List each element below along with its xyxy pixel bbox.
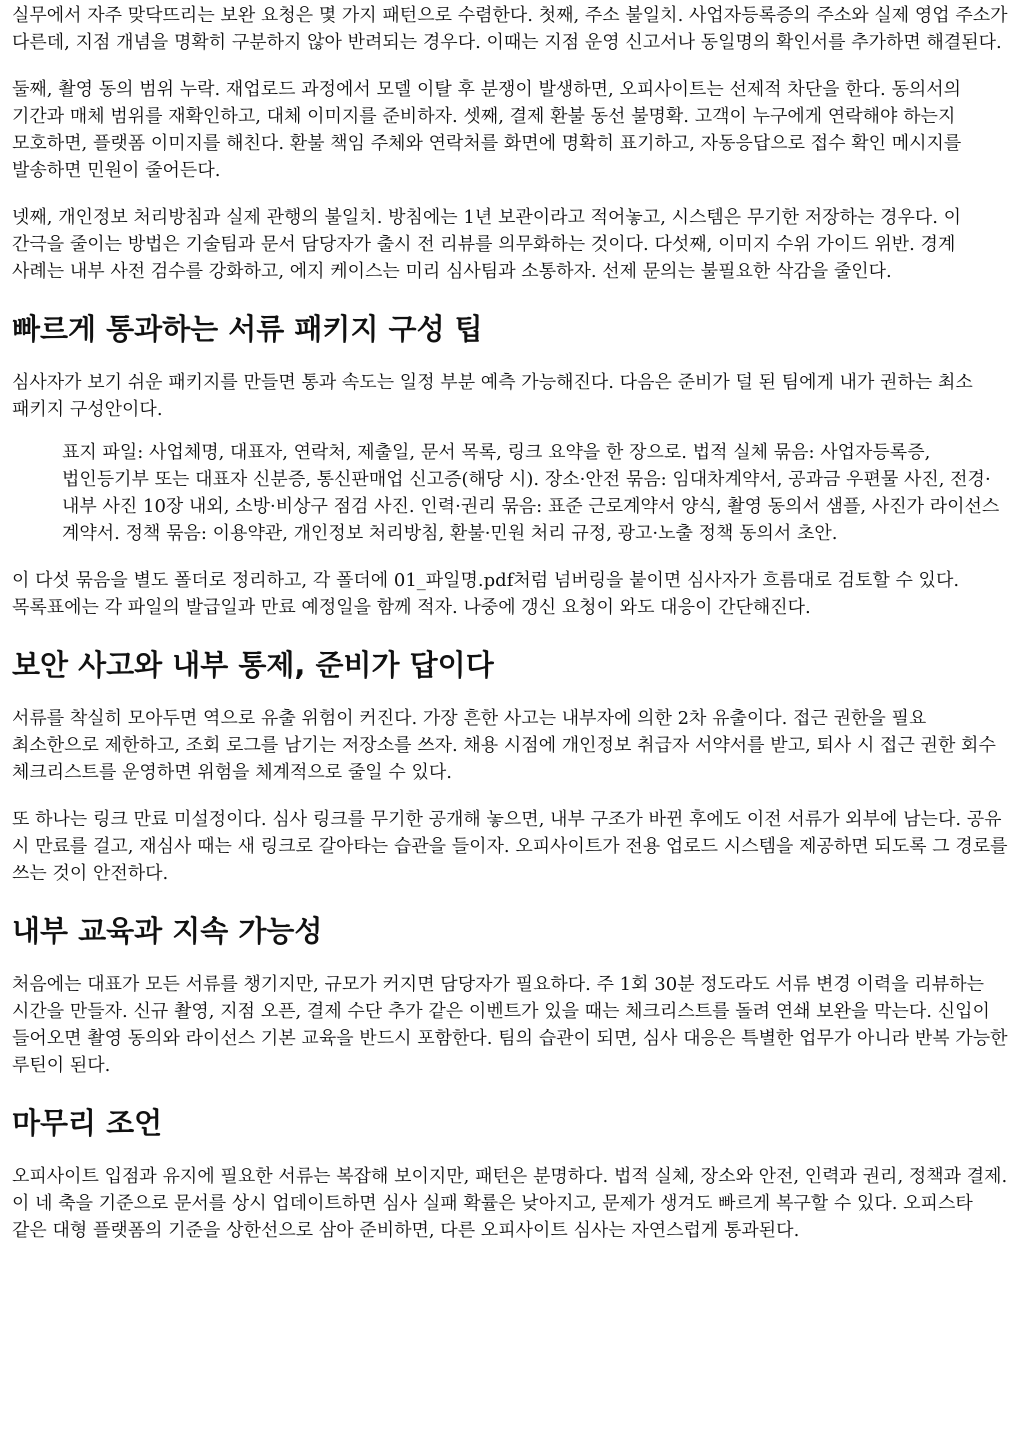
security-paragraph-2: 또 하나는 링크 만료 미설정이다. 심사 링크를 무기한 공개해 놓으면, 내부 구조가 바뀐 후에도 이전 서류가 외부에 남는다. 공유 시 만료를 걸고, 재심사 때는 새 링크로 갈아타는 습관을 들이자. 오피사이트가 전용 업로드 시스템을 제공하면 되도록 그 경로를 쓰는 것이 안전하다. xyxy=(12,809,1008,884)
package-tips-paragraph-2: 이 다섯 묶음을 별도 폴더로 정리하고, 각 폴더에 01_파일명.pdf처럼 넘버링을 붙이면 심사자가 흐름대로 검토할 수 있다. 목록표에는 각 파일의 발급일과 만료 예정일을 함께 적자. 나중에 갱신 요청이 와도 대응이 간단해진다. xyxy=(12,570,960,618)
section-heading-training: 내부 교육과 지속 가능성 xyxy=(12,914,323,948)
section-heading-package-tips: 빠르게 통과하는 서류 패키지 구성 팁 xyxy=(12,312,483,346)
section-heading-closing: 마무리 조언 xyxy=(12,1106,163,1140)
intro-paragraph-1: 실무에서 자주 맞닥뜨리는 보완 요청은 몇 가지 패턴으로 수렴한다. 첫째, 주소 불일치. 사업자등록증의 주소와 실제 영업 주소가 다른데, 지점 개념을 명확히 구분하지 않아 반려되는 경우다. 이때는 지점 운영 신고서나 동일명의 확인서를 추가하면 해결된다. xyxy=(12,5,1008,53)
intro-paragraph-3: 넷째, 개인정보 처리방침과 실제 관행의 불일치. 방침에는 1년 보관이라고 적어놓고, 시스템은 무기한 저장하는 경우다. 이 간극을 줄이는 방법은 기술팀과 문서 담당자가 출시 전 리뷰를 의무화하는 것이다. 다섯째, 이미지 수위 가이드 위반. 경계 사례는 내부 사전 검수를 강화하고, 에지 케이스는 미리 심사팀과 소통하자. 선제 문의는 불필요한 삭감을 줄인다. xyxy=(12,207,962,282)
package-tips-blockquote xyxy=(62,439,1012,547)
section-heading-security: 보안 사고와 내부 통제, 준비가 답이다 xyxy=(12,648,494,682)
security-paragraph-1: 서류를 착실히 모아두면 역으로 유출 위험이 커진다. 가장 흔한 사고는 내부자에 의한 2차 유출이다. 접근 권한을 필요 최소한으로 제한하고, 조회 로그를 남기는 저장소를 쓰자. 채용 시점에 개인정보 취급자 서약서를 받고, 퇴사 시 접근 권한 회수 체크리스트를 운영하면 위험을 체계적으로 줄일 수 있다. xyxy=(12,708,996,783)
package-tips-paragraph-1: 심사자가 보기 쉬운 패키지를 만들면 통과 속도는 일정 부분 예측 가능해진다. 다음은 준비가 덜 된 팀에게 내가 권하는 최소 패키지 구성안이다. xyxy=(12,372,973,420)
closing-paragraph-1: 오피사이트 입점과 유지에 필요한 서류는 복잡해 보이지만, 패턴은 분명하다. 법적 실체, 장소와 안전, 인력과 권리, 정책과 결제. 이 네 축을 기준으로 문서를 상시 업데이트하면 심사 실패 확률은 낮아지고, 문제가 생겨도 빠르게 복구할 수 있다. 오피스타 같은 대형 플랫폼의 기준을 상한선으로 삼아 준비하면, 다른 오피사이트 심사는 자연스럽게 통과된다. xyxy=(12,1166,1008,1241)
package-tips-quote-text: 표지 파일: 사업체명, 대표자, 연락처, 제출일, 문서 목록, 링크 요약을 한 장으로. 법적 실체 묶음: 사업자등록증, 법인등기부 또는 대표자 신분증, 통신판매업 신고증(해당 시). 장소·안전 묶음: 임대차계약서, 공과금 우편물 사진, 전경·내부 사진 10장 내외, 소방·비상구 점검 사진. 인력·권리 묶음: 표준 근로계약서 양식, 촬영 동의서 샘플, 사진가 라이선스 계약서. 정책 묶음: 이용약관, 개인정보 처리방침, 환불·민원 처리 규정, 광고·노출 정책 동의서 초안. xyxy=(62,442,1000,544)
intro-paragraph-2: 둘째, 촬영 동의 범위 누락. 재업로드 과정에서 모델 이탈 후 분쟁이 발생하면, 오피사이트는 선제적 차단을 한다. 동의서의 기간과 매체 범위를 재확인하고, 대체 이미지를 준비하자. 셋째, 결제 환불 동선 불명확. 고객이 누구에게 연락해야 하는지 모호하면, 플랫폼 이미지를 해친다. 환불 책임 주체와 연락처를 화면에 명확히 표기하고, 자동응답으로 접수 확인 메시지를 발송하면 민원이 줄어든다. xyxy=(12,79,962,181)
article-page xyxy=(0,2,1024,1244)
training-paragraph-1: 처음에는 대표가 모든 서류를 챙기지만, 규모가 커지면 담당자가 필요하다. 주 1회 30분 정도라도 서류 변경 이력을 리뷰하는 시간을 만들자. 신규 촬영, 지점 오픈, 결제 수단 추가 같은 이벤트가 있을 때는 체크리스트를 돌려 연쇄 보완을 막는다. 신입이 들어오면 촬영 동의와 라이선스 기본 교육을 반드시 포함한다. 팀의 습관이 되면, 심사 대응은 특별한 업무가 아니라 반복 가능한 루틴이 된다. xyxy=(12,974,1008,1076)
